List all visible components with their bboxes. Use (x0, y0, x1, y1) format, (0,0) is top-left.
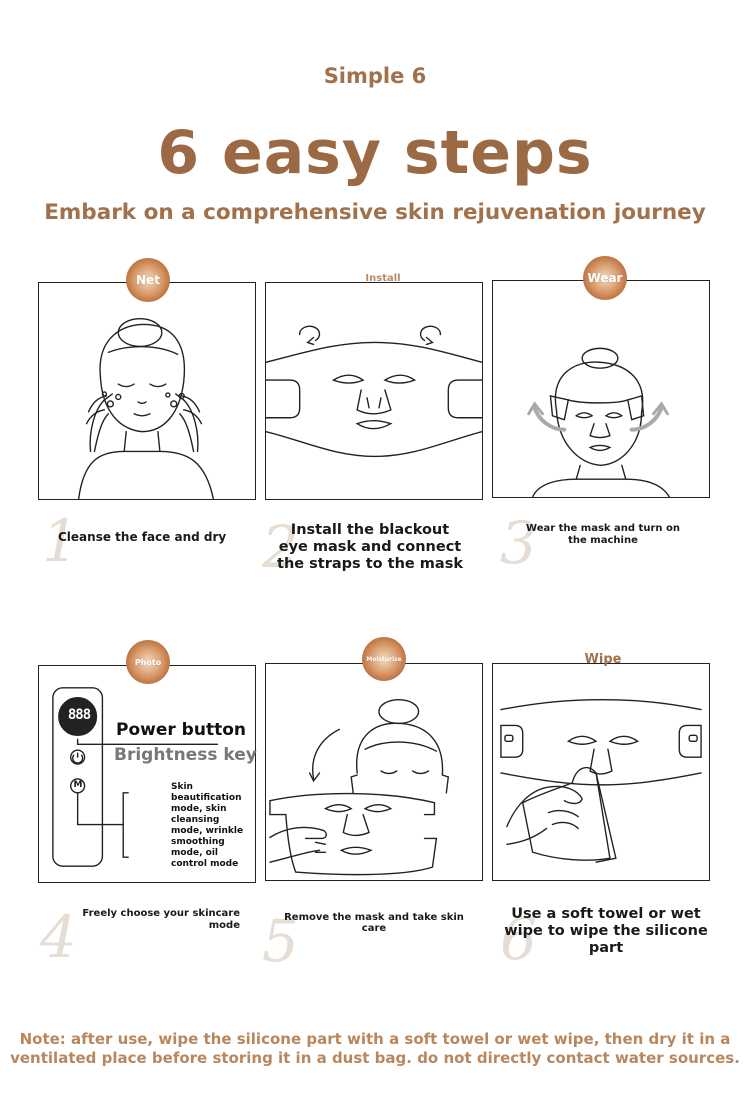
page-title: 6 easy steps (157, 118, 593, 188)
step-4-number: 4 (40, 903, 77, 971)
step-2-number: 2 (262, 513, 299, 581)
step-4-caption: Freely choose your skincare mode (82, 908, 240, 931)
step-3-badge-label: Wear (587, 271, 623, 285)
step-1-badge-label: Net (136, 273, 160, 287)
step-1-caption: Cleanse the face and dry (58, 530, 227, 544)
step-6-illustration (492, 663, 710, 881)
step-6-number: 6 (500, 905, 537, 973)
step-3-number: 3 (500, 509, 537, 577)
step-2-badge: Install (365, 273, 401, 284)
step-1-number: 1 (42, 507, 79, 575)
step-3-badge (583, 256, 627, 300)
page-kicker: Simple 6 (323, 64, 427, 88)
remote-display: 888 (67, 707, 91, 723)
step-4-badge (126, 640, 170, 684)
step-2-caption: Install the blackout eye mask and connect the straps to the mask (277, 522, 463, 572)
step-1-badge (126, 258, 170, 302)
step-5-caption: Remove the mask and take skin care (284, 912, 464, 934)
care-note: Note: after use, wipe the silicone part with a soft towel or wet wipe, then dry it in a ventilated place before storing it in a dust bag. do not directly contact water sources. (10, 1030, 740, 1067)
step-5-badge (362, 637, 406, 681)
brightness-key-label: Brightness key (114, 745, 257, 765)
step-6-caption: Use a soft towel or wet wipe to wipe the silicone part (504, 906, 708, 956)
step-2-illustration (265, 282, 483, 500)
step-5-illustration (265, 663, 483, 881)
power-button-label: Power button (116, 720, 246, 740)
m-key-label: M (73, 780, 83, 790)
step-3-caption: Wear the mask and turn on the machine (526, 523, 680, 546)
step-3-illustration (492, 280, 710, 498)
step-6-badge: Wipe (584, 652, 622, 667)
step-1-illustration (38, 282, 256, 500)
step-4-badge-label: Photo (134, 657, 162, 667)
modes-label: Skin beautification mode, skin cleansing mode, wrinkle smoothing mode, oil control mode (171, 782, 244, 869)
step-5-number: 5 (262, 907, 299, 975)
step-5-badge-label: Moisturize (366, 655, 402, 663)
page-subtitle: Embark on a comprehensive skin rejuvenation journey (44, 200, 706, 225)
